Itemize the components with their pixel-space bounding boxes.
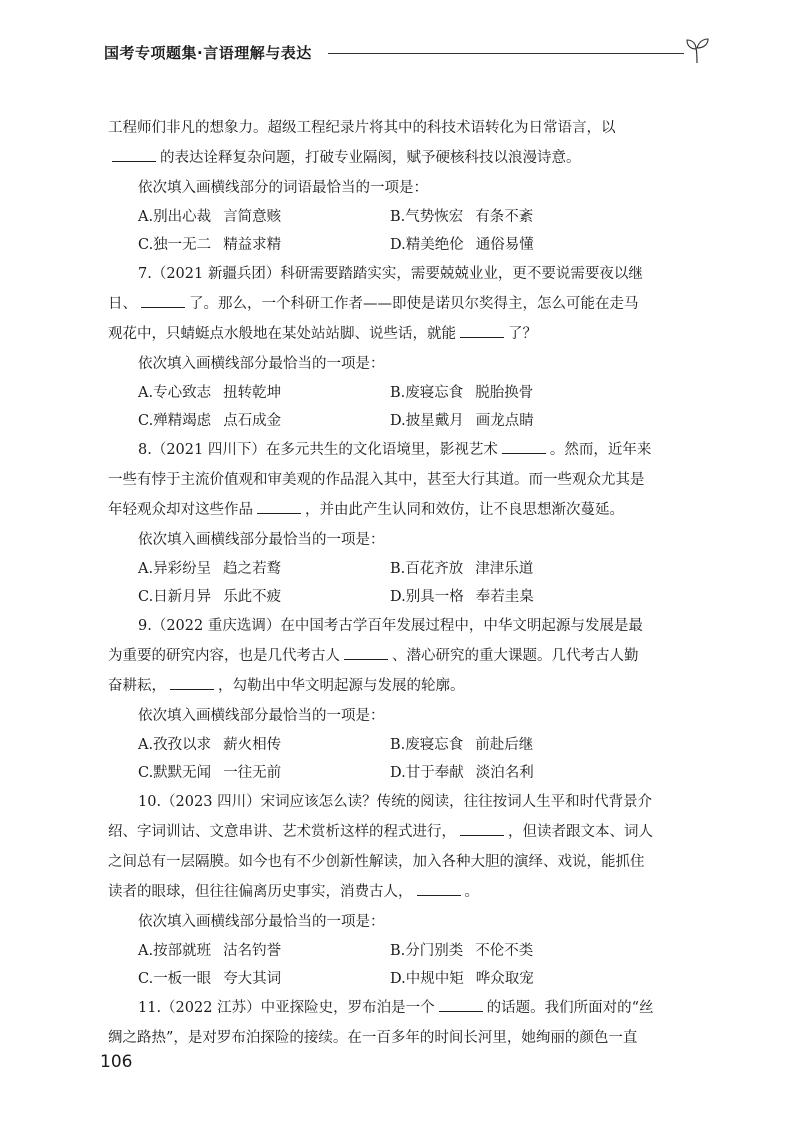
text-line: 10.（2023 四川）宋词应该怎么读？传统的阅读，往往按词人生平和时代背景介 bbox=[138, 794, 653, 810]
option-c: C.独一无二 精益求精 bbox=[138, 237, 282, 253]
text-line: 8.（2021 四川下）在多元共生的文化语境里，影视艺术 。然而，近年来 bbox=[108, 435, 698, 465]
option-row bbox=[138, 231, 698, 259]
option-a: A.别出心裁 言简意赅 bbox=[138, 209, 282, 225]
text-line: 观花中，只蜻蜓点水般地在某处站站脚、说些话，就能 了？ bbox=[108, 319, 698, 349]
option-c: C.日新月异 乐此不疲 bbox=[138, 589, 282, 605]
question-prompt: 依次填入画横线部分最恰当的一项是： bbox=[138, 532, 385, 548]
text-line: 奋耕耘， ，勾勒出中华文明起源与发展的轮廓。 bbox=[108, 671, 698, 701]
text-line: 11.（2022 江苏）中亚探险史，罗布泊是一个 的话题。我们所面对的“丝 bbox=[108, 993, 698, 1023]
option-d: D.披星戴月 画龙点睛 bbox=[390, 413, 534, 429]
answer-blank bbox=[460, 820, 504, 836]
answer-blank bbox=[141, 292, 185, 308]
answer-blank bbox=[344, 644, 388, 660]
option-c: C.一板一眼 夸大其词 bbox=[138, 971, 282, 987]
option-row bbox=[138, 407, 698, 435]
question-8 bbox=[108, 435, 698, 611]
text-line: 绸之路热”，是对罗布泊探险的接续。在一百多年的时间长河里，她绚丽的颜色一直 bbox=[108, 1030, 638, 1046]
option-b: B.百花齐放 津津乐道 bbox=[390, 561, 534, 577]
answer-blank bbox=[502, 438, 546, 454]
question-prompt: 依次填入画横线部分最恰当的一项是： bbox=[138, 914, 385, 930]
text-line: 读者的眼球，但往往偏离历史事实，消费古人， 。 bbox=[108, 877, 698, 907]
answer-blank bbox=[112, 146, 156, 162]
option-b: B.分门别类 不伦不类 bbox=[390, 943, 534, 959]
option-row bbox=[138, 379, 698, 407]
option-a: A.专心致志 扭转乾坤 bbox=[138, 385, 282, 401]
text-line: 日、 了。那么，一个科研工作者——即使是诺贝尔奖得主，怎么可能在走马 bbox=[108, 289, 698, 319]
text-line: 7.（2021 新疆兵团）科研需要踏踏实实，需要兢兢业业，更不要说需要夜以继 bbox=[138, 266, 643, 282]
text-line: 一些有悖于主流价值观和审美观的作品混入其中，甚至大行其道。而一些观众尤其是 bbox=[108, 472, 645, 488]
page-number: 106 bbox=[100, 1052, 133, 1072]
option-row bbox=[138, 937, 698, 965]
option-a: A.异彩纷呈 趋之若鹜 bbox=[138, 561, 282, 577]
running-header bbox=[100, 36, 710, 66]
text-line: 9.（2022 重庆选调）在中国考古学百年发展过程中，中华文明起源与发展是最 bbox=[138, 618, 643, 634]
text-line: 为重要的研究内容，也是几代考古人 、潜心研究的重大课题。几代考古人勤 bbox=[108, 641, 698, 671]
option-a: A.孜孜以求 薪火相传 bbox=[138, 737, 282, 753]
question-prompt: 依次填入画横线部分最恰当的一项是： bbox=[138, 356, 385, 372]
answer-blank bbox=[460, 322, 504, 338]
option-row bbox=[138, 203, 698, 231]
option-b: B.气势恢宏 有条不紊 bbox=[390, 209, 534, 225]
option-d: D.精美绝伦 通俗易懂 bbox=[390, 237, 534, 253]
option-row bbox=[138, 555, 698, 583]
text-line: 工程师们非凡的想象力。超级工程纪录片将其中的科技术语转化为日常语言，以 bbox=[108, 120, 616, 136]
option-d: D.别具一格 奉若圭臬 bbox=[390, 589, 534, 605]
header-rule bbox=[328, 53, 684, 54]
option-row bbox=[138, 583, 698, 611]
option-b: B.废寝忘食 前赴后继 bbox=[390, 737, 534, 753]
option-a: A.按部就班 沽名钓誉 bbox=[138, 943, 282, 959]
text-line: 的表达诠释复杂问题，打破专业隔阂，赋予硬核科技以浪漫诗意。 bbox=[108, 143, 698, 173]
answer-blank bbox=[257, 498, 301, 514]
question-7 bbox=[108, 259, 698, 435]
option-d: D.中规中矩 哗众取宠 bbox=[390, 971, 534, 987]
option-row bbox=[138, 965, 698, 993]
text-line: 之间总有一层隔膜。如今也有不少创新性解读，加入各种大胆的演绎、戏说，能抓住 bbox=[108, 854, 645, 870]
question-11 bbox=[108, 993, 698, 1053]
question-10 bbox=[108, 787, 698, 993]
option-c: C.默默无闻 一往无前 bbox=[138, 765, 282, 781]
question-6-continued bbox=[108, 113, 698, 259]
option-row bbox=[138, 731, 698, 759]
text-line: 绍、字词训诂、文意串讲、艺术赏析这样的程式进行， ，但读者跟文本、词人 bbox=[108, 817, 698, 847]
sprout-icon bbox=[684, 36, 710, 64]
answer-blank bbox=[439, 996, 483, 1012]
option-c: C.殚精竭虑 点石成金 bbox=[138, 413, 282, 429]
answer-blank bbox=[170, 674, 214, 690]
header-title: 国考专项题集·言语理解与表达 bbox=[104, 44, 312, 62]
question-prompt: 依次填入画横线部分最恰当的一项是： bbox=[138, 708, 385, 724]
question-9 bbox=[108, 611, 698, 787]
text-line: 年轻观众却对这些作品 ，并由此产生认同和效仿，让不良思想渐次蔓延。 bbox=[108, 495, 698, 525]
answer-blank bbox=[417, 880, 461, 896]
page-body bbox=[108, 113, 698, 1053]
question-prompt: 依次填入画横线部分的词语最恰当的一项是： bbox=[138, 180, 428, 196]
option-row bbox=[138, 759, 698, 787]
option-d: D.甘于奉献 淡泊名利 bbox=[390, 765, 534, 781]
option-b: B.废寝忘食 脱胎换骨 bbox=[390, 385, 534, 401]
